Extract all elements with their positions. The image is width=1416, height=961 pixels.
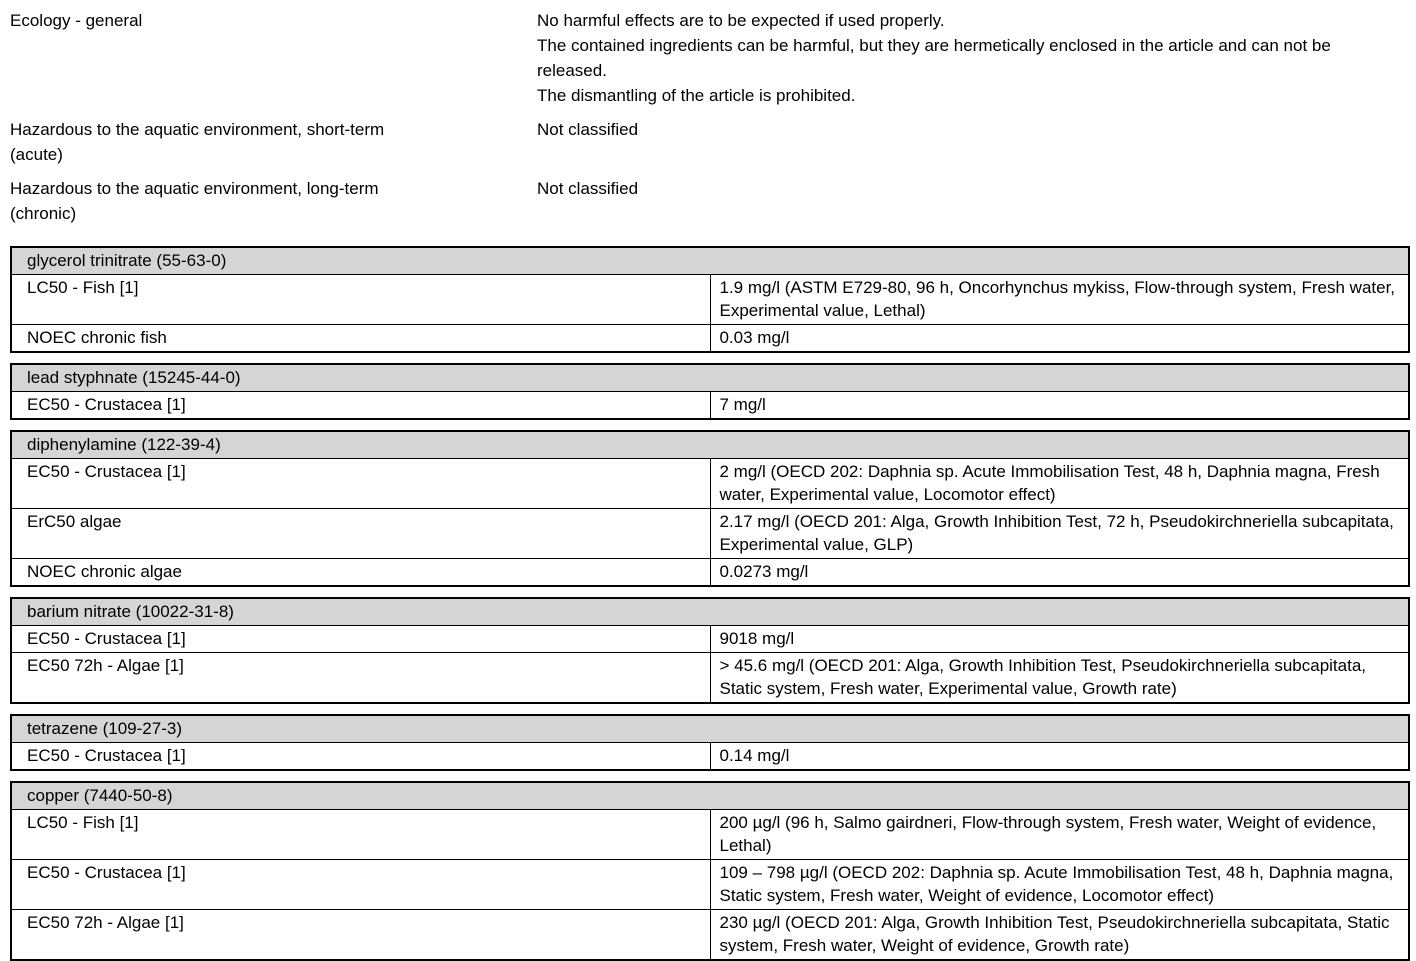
value-cell: 2 mg/l (OECD 202: Daphnia sp. Acute Immobilisation Test, 48 h, Daphnia magna, Fresh water, Experimental value, Locomotor effect): [710, 459, 1409, 509]
substance-header-row: [11, 782, 1409, 810]
value-line: Not classified: [537, 179, 639, 198]
table-row: [11, 275, 1409, 325]
value-line: No harmful effects are to be expected if used properly.: [537, 11, 945, 30]
parameter-cell: LC50 - Fish [1]: [11, 275, 710, 325]
parameter-cell: EC50 - Crustacea [1]: [11, 459, 710, 509]
parameter-cell: EC50 - Crustacea [1]: [11, 626, 710, 653]
parameter-cell: EC50 - Crustacea [1]: [11, 860, 710, 910]
field-label: Hazardous to the aquatic environment, long-term (chronic): [10, 179, 379, 223]
toxicity-table-barium-nitrate: [10, 597, 1410, 704]
value-cell: 0.0273 mg/l: [710, 559, 1409, 587]
value-cell: 0.03 mg/l: [710, 325, 1409, 353]
table-row: [11, 810, 1409, 860]
substance-name: copper (7440-50-8): [11, 782, 1409, 810]
aquatic-short-term-row: [10, 117, 1410, 167]
value-cell: > 45.6 mg/l (OECD 201: Alga, Growth Inhibition Test, Pseudokirchneriella subcapitata, Static system, Fresh water, Experimental value, Growth rate): [710, 653, 1409, 704]
field-value: [537, 8, 1396, 108]
parameter-cell: EC50 72h - Algae [1]: [11, 910, 710, 961]
table-row: [11, 509, 1409, 559]
value-cell: 9018 mg/l: [710, 626, 1409, 653]
value-line: The contained ingredients can be harmful, but they are hermetically enclosed in the article and can not be released.: [537, 36, 1331, 80]
parameter-cell: NOEC chronic algae: [11, 559, 710, 587]
table-row: [11, 653, 1409, 704]
value-cell: 230 µg/l (OECD 201: Alga, Growth Inhibition Test, Pseudokirchneriella subcapitata, Static system, Fresh water, Weight of evidence, Growth rate): [710, 910, 1409, 961]
table-row: [11, 743, 1409, 771]
parameter-cell: EC50 - Crustacea [1]: [11, 743, 710, 771]
value-cell: 200 µg/l (96 h, Salmo gairdneri, Flow-through system, Fresh water, Weight of evidence, Lethal): [710, 810, 1409, 860]
table-row: [11, 392, 1409, 420]
value-cell: 109 – 798 µg/l (OECD 202: Daphnia sp. Acute Immobilisation Test, 48 h, Daphnia magna, Static system, Fresh water, Weight of evidence, Locomotor effect): [710, 860, 1409, 910]
substance-name: tetrazene (109-27-3): [11, 715, 1409, 743]
substance-header-row: [11, 715, 1409, 743]
substance-header-row: [11, 598, 1409, 626]
parameter-cell: NOEC chronic fish: [11, 325, 710, 353]
parameter-cell: LC50 - Fish [1]: [11, 810, 710, 860]
field-value: [537, 117, 1396, 142]
value-cell: 2.17 mg/l (OECD 201: Alga, Growth Inhibition Test, 72 h, Pseudokirchneriella subcapitata, Experimental value, GLP): [710, 509, 1409, 559]
value-cell: 7 mg/l: [710, 392, 1409, 420]
parameter-cell: EC50 - Crustacea [1]: [11, 392, 710, 420]
substance-name: lead styphnate (15245-44-0): [11, 364, 1409, 392]
substance-name: diphenylamine (122-39-4): [11, 431, 1409, 459]
toxicity-table-tetrazene: [10, 714, 1410, 771]
parameter-cell: ErC50 algae: [11, 509, 710, 559]
substance-header-row: [11, 364, 1409, 392]
substance-name: glycerol trinitrate (55-63-0): [11, 247, 1409, 275]
toxicity-table-lead-styphnate: [10, 363, 1410, 420]
parameter-cell: EC50 72h - Algae [1]: [11, 653, 710, 704]
toxicity-table-glycerol-trinitrate: [10, 246, 1410, 353]
field-value: [537, 176, 1396, 201]
table-row: [11, 626, 1409, 653]
value-cell: 1.9 mg/l (ASTM E729-80, 96 h, Oncorhynchus mykiss, Flow-through system, Fresh water, Experimental value, Lethal): [710, 275, 1409, 325]
substance-header-row: [11, 431, 1409, 459]
table-row: [11, 459, 1409, 509]
table-row: [11, 860, 1409, 910]
aquatic-long-term-row: [10, 176, 1410, 226]
toxicity-table-copper: [10, 781, 1410, 961]
table-row: [11, 325, 1409, 353]
value-cell: 0.14 mg/l: [710, 743, 1409, 771]
toxicity-table-diphenylamine: [10, 430, 1410, 587]
ecology-general-row: [10, 8, 1410, 108]
value-line: The dismantling of the article is prohibited.: [537, 86, 856, 105]
ecology-summary: [10, 8, 1410, 226]
table-row: [11, 559, 1409, 587]
substance-header-row: [11, 247, 1409, 275]
table-row: [11, 910, 1409, 961]
field-label: Ecology - general: [10, 11, 143, 30]
value-line: Not classified: [537, 120, 639, 139]
field-label: Hazardous to the aquatic environment, short-term (acute): [10, 120, 385, 164]
substance-name: barium nitrate (10022-31-8): [11, 598, 1409, 626]
